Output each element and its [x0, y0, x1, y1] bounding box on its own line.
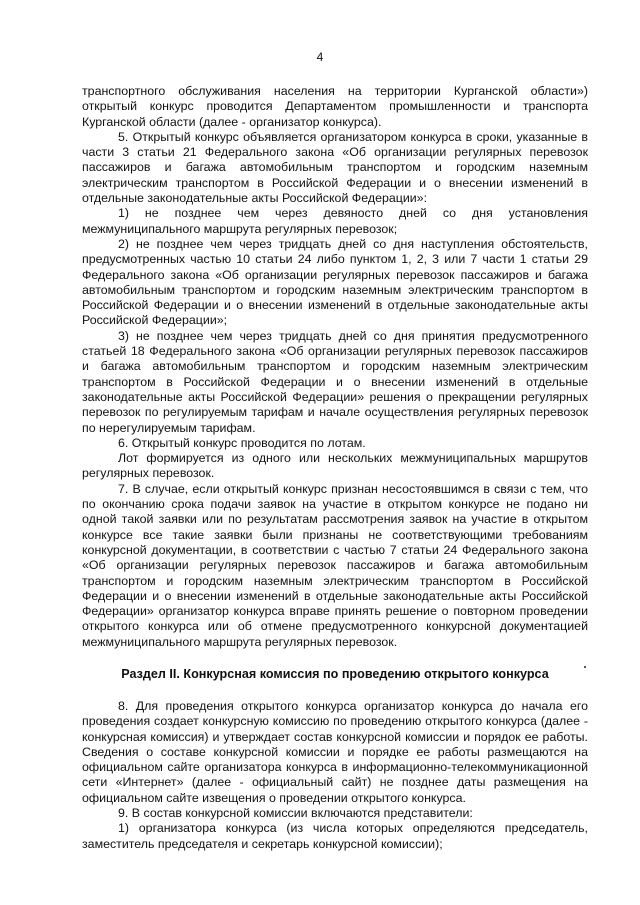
page-number: 4 [316, 50, 324, 64]
paragraph: 9. В состав конкурсной комиссии включаются представители: [118, 806, 473, 821]
paragraph: 1) организатора конкурса (из числа которых определяются председатель, заместитель председателя и секретарь конкурсной комиссии); [82, 821, 588, 851]
section-one-continuation [82, 84, 588, 650]
paragraph: 7. В случае, если открытый конкурс признан несостоявшимся в связи с тем, что по окончанию срока подачи заявок на участие в открытом конкурсе не подано ни одной такой заявки или по результатам рассмотрения заявок на участие в открытом конкурсе все такие заявки были признаны не соответствующими требованиям конкурсной документации, в соответствии с частью 7 статьи 24 Федерального закона «Об организации регулярных перевозок пассажиров и багажа автомобильным транспортом и городским наземным электрическим транспортом в Российской Федерации и о внесении изменений в отдельные законодательные акты Российской Федерации» организатор конкурса вправе принять решение о повторном проведении открытого конкурса или об отмене предусмотренного конкурсной документацией межмуниципального маршрута регулярных перевозок. [82, 481, 588, 649]
paragraph: Лот формируется из одного или нескольких межмуниципальных маршрутов регулярных перевозок. [82, 451, 588, 481]
paragraph: транспортного обслуживания населения на территории Курганской области») открытый конкурс проводится Департаментом промышленности и транспорта Курганской области (далее - организатор конкурса). [82, 84, 588, 129]
section-heading: Раздел II. Конкурсная комиссия по проведению открытого конкурса [121, 666, 549, 681]
paragraph: 6. Открытый конкурс проводится по лотам. [118, 435, 366, 450]
section-two-body [82, 699, 588, 852]
paragraph: 8. Для проведения открытого конкурса организатор конкурса до начала его проведения создает конкурсную комиссию по проведению открытого конкурса (далее - конкурсная комиссия) и утверждает состав конкурсной комиссии и порядок ее работы. Сведения о составе конкурсной комиссии и порядке ее работы размещаются на официальном сайте организатора конкурса в информационно-телекоммуникационной сети «Интернет» (далее - официальный сайт) не позднее даты размещения на официальном сайте извещения о проведении открытого конкурса. [82, 698, 588, 805]
paragraph: 3) не позднее чем через тридцать дней со дня принятия предусмотренного статьей 18 Федерального закона «Об организации регулярных перевозок пассажиров и багажа автомобильным транспортом и городским наземным электрическим транспортом в Российской Федерации и о внесении изменений в отдельные законодательные акты Российской Федерации» решения о прекращении регулярных перевозок по регулируемым тарифам и начале осуществления регулярных перевозок по нерегулируемым тарифам. [82, 328, 588, 435]
paragraph: 5. Открытый конкурс объявляется организатором конкурса в сроки, указанные в части 3 статьи 21 Федерального закона «Об организации регулярных перевозок пассажиров и багажа автомобильным транспортом и городским наземным электрическим транспортом в Российской Федерации и о внесении изменений в отдельные законодательные акты Российской Федерации»: [82, 129, 588, 206]
scan-speck [584, 666, 586, 668]
paragraph: 2) не позднее чем через тридцать дней со дня наступления обстоятельств, предусмотренных частью 10 статьи 24 либо пунктом 1, 2, 3 или 7 части 1 статьи 29 Федерального закона «Об организации регулярных перевозок пассажиров и багажа автомобильным транспортом и городским наземным электрическим транспортом в Российской Федерации и о внесении изменений в отдельные законодательные акты Российской Федерации»; [82, 236, 588, 328]
document-body [82, 84, 588, 852]
paragraph: 1) не позднее чем через девяносто дней со дня установления межмуниципального маршрута регулярных перевозок; [82, 206, 588, 236]
